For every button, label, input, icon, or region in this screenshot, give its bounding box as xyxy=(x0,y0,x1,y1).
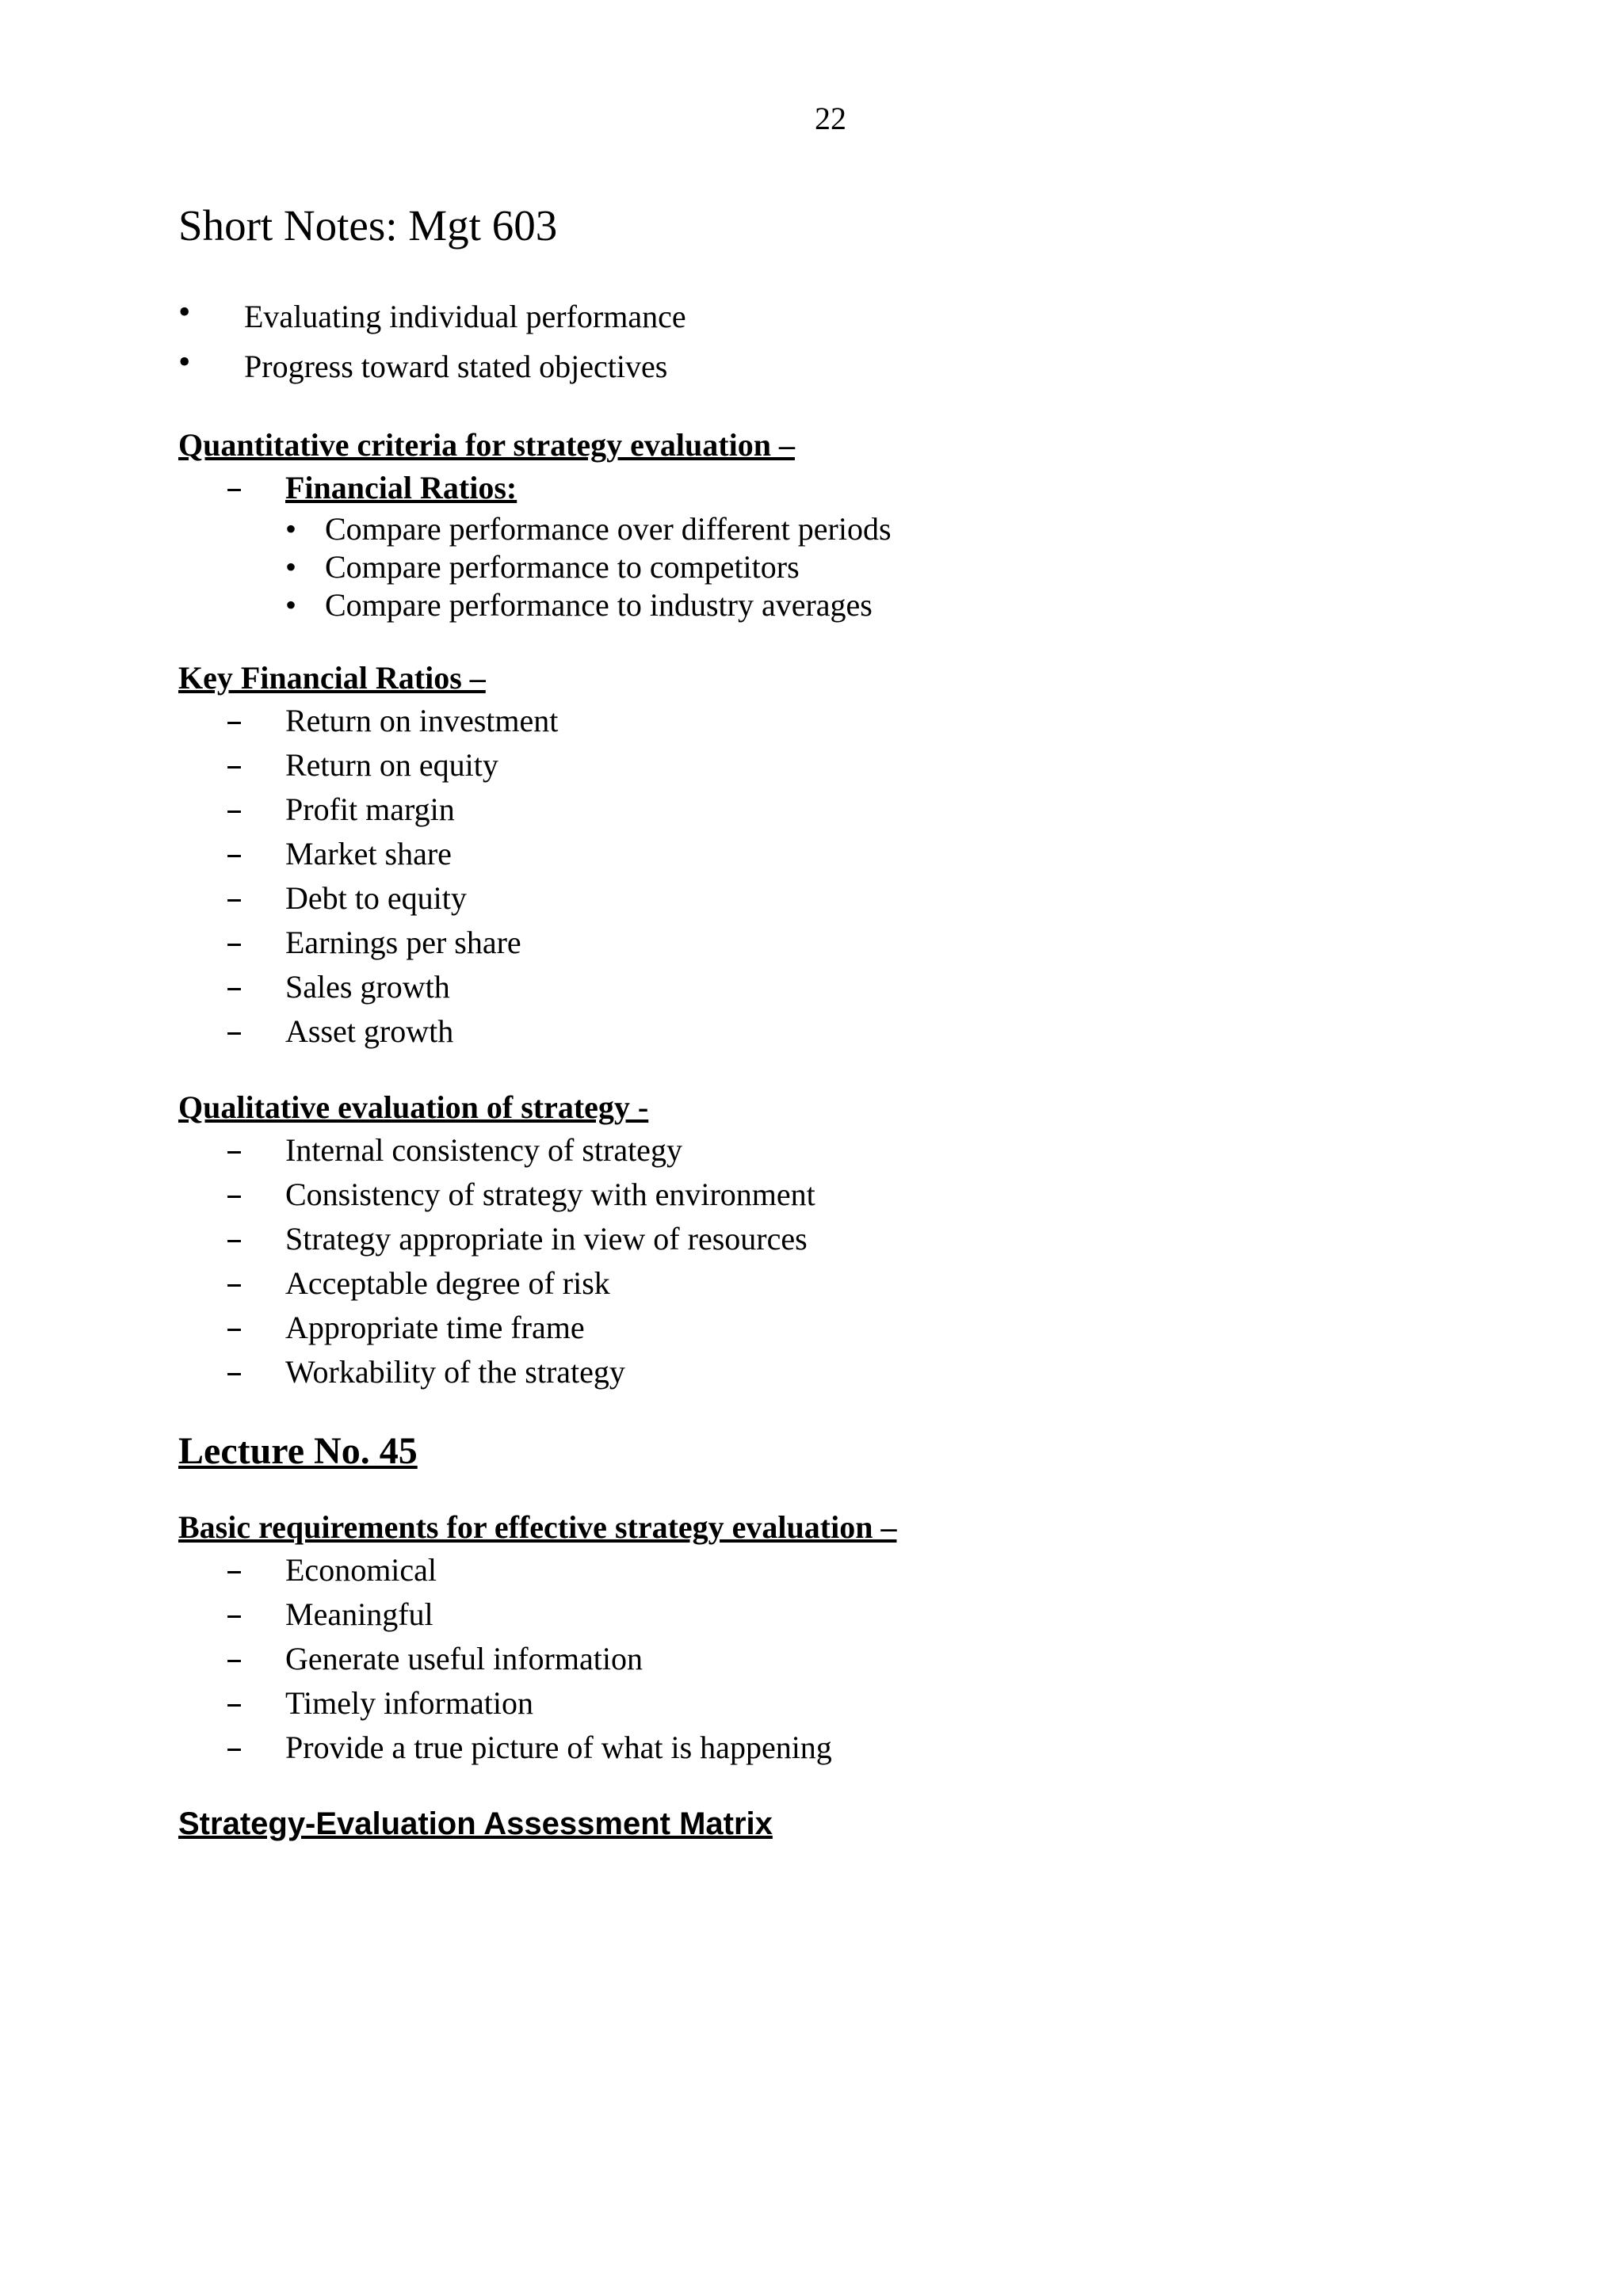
list-item-text: Generate useful information xyxy=(285,1641,643,1676)
dash-icon: – xyxy=(226,701,242,740)
bullet-icon: • xyxy=(178,292,191,331)
dash-icon: – xyxy=(226,1595,242,1634)
list-item xyxy=(226,1681,1526,1726)
basic-requirements-list xyxy=(178,1548,1526,1770)
lecture-title: Lecture No. 45 xyxy=(178,1430,418,1472)
list-item-text: Meaningful xyxy=(285,1596,433,1632)
list-item-text: Market share xyxy=(285,836,452,871)
list-item-text: Debt to equity xyxy=(285,880,467,916)
dash-icon: – xyxy=(226,1012,242,1051)
list-item-text: Compare performance to industry averages xyxy=(325,587,873,623)
list-item xyxy=(285,510,1526,548)
list-item xyxy=(226,921,1526,965)
key-ratios-list xyxy=(178,699,1526,1054)
list-item-text: Compare performance over different periods xyxy=(325,511,892,547)
dash-icon: – xyxy=(226,1728,242,1767)
list-item-text: Earnings per share xyxy=(285,925,521,960)
dash-icon: – xyxy=(226,1175,242,1214)
list-item-text: Provide a true picture of what is happening xyxy=(285,1730,832,1765)
dash-icon: – xyxy=(226,879,242,917)
list-item xyxy=(226,1306,1526,1350)
document-title: Short Notes: Mgt 603 xyxy=(178,201,558,250)
list-item xyxy=(226,743,1526,788)
list-item-text: Sales growth xyxy=(285,969,450,1005)
list-item xyxy=(178,341,1526,391)
list-item xyxy=(226,1173,1526,1217)
matrix-heading: Strategy-Evaluation Assessment Matrix xyxy=(178,1806,773,1841)
list-item-text: Profit margin xyxy=(285,791,455,827)
list-item-text: Economical xyxy=(285,1552,437,1588)
dash-icon: – xyxy=(226,1219,242,1258)
list-item xyxy=(285,548,1526,586)
bullet-icon: • xyxy=(285,549,297,585)
list-item xyxy=(226,1592,1526,1637)
dash-icon: – xyxy=(226,790,242,829)
list-item xyxy=(226,699,1526,743)
bullet-icon: • xyxy=(178,342,191,381)
list-item-text: Return on investment xyxy=(285,703,559,738)
list-item xyxy=(226,1261,1526,1306)
basic-requirements-heading: Basic requirements for effective strategy evaluation – xyxy=(178,1509,897,1545)
document-body xyxy=(178,198,1526,1844)
dash-icon: – xyxy=(226,1550,242,1589)
list-item-text: Strategy appropriate in view of resources xyxy=(285,1221,808,1257)
dash-icon: – xyxy=(226,468,242,507)
dash-icon: – xyxy=(226,1264,242,1302)
list-item xyxy=(226,788,1526,832)
list-item xyxy=(226,965,1526,1009)
dash-icon: – xyxy=(226,1352,242,1391)
key-ratios-heading: Key Financial Ratios – xyxy=(178,660,486,696)
list-item-text: Internal consistency of strategy xyxy=(285,1132,682,1168)
list-item-text: Asset growth xyxy=(285,1013,454,1049)
list-item-text: Progress toward stated objectives xyxy=(244,349,668,384)
list-item-text: Timely information xyxy=(285,1685,533,1721)
dash-icon: – xyxy=(226,746,242,784)
list-item-text: Compare performance to competitors xyxy=(325,549,800,585)
quantitative-heading: Quantitative criteria for strategy evaluation – xyxy=(178,427,795,463)
list-item xyxy=(226,1726,1526,1770)
dash-icon: – xyxy=(226,1639,242,1678)
intro-bullet-list xyxy=(178,292,1526,391)
quantitative-list xyxy=(178,466,1526,624)
list-item xyxy=(226,1128,1526,1173)
dash-icon: – xyxy=(226,923,242,962)
list-item xyxy=(226,876,1526,921)
bullet-icon: • xyxy=(285,587,297,623)
list-item-text: Evaluating individual performance xyxy=(244,299,686,334)
list-item xyxy=(226,1548,1526,1592)
dash-icon: – xyxy=(226,1131,242,1169)
qualitative-list xyxy=(178,1128,1526,1394)
dash-icon: – xyxy=(226,967,242,1006)
financial-ratios-list xyxy=(285,510,1526,624)
qualitative-heading: Qualitative evaluation of strategy - xyxy=(178,1089,649,1125)
list-item xyxy=(226,832,1526,876)
list-item xyxy=(226,1009,1526,1054)
list-item xyxy=(226,1350,1526,1394)
dash-icon: – xyxy=(226,1684,242,1722)
list-item xyxy=(226,466,1526,624)
list-item-text: Appropriate time frame xyxy=(285,1310,585,1345)
dash-icon: – xyxy=(226,834,242,873)
list-item-text: Workability of the strategy xyxy=(285,1354,625,1390)
list-item xyxy=(285,586,1526,624)
list-item xyxy=(226,1637,1526,1681)
list-item-text: Return on equity xyxy=(285,747,498,783)
dash-icon: – xyxy=(226,1308,242,1347)
bullet-icon: • xyxy=(285,511,297,547)
list-item-text: Consistency of strategy with environment xyxy=(285,1177,815,1212)
list-item xyxy=(178,292,1526,341)
list-item xyxy=(226,1217,1526,1261)
financial-ratios-label: Financial Ratios: xyxy=(285,470,517,505)
list-item-text: Acceptable degree of risk xyxy=(285,1265,610,1301)
page-number: 22 xyxy=(815,101,846,136)
